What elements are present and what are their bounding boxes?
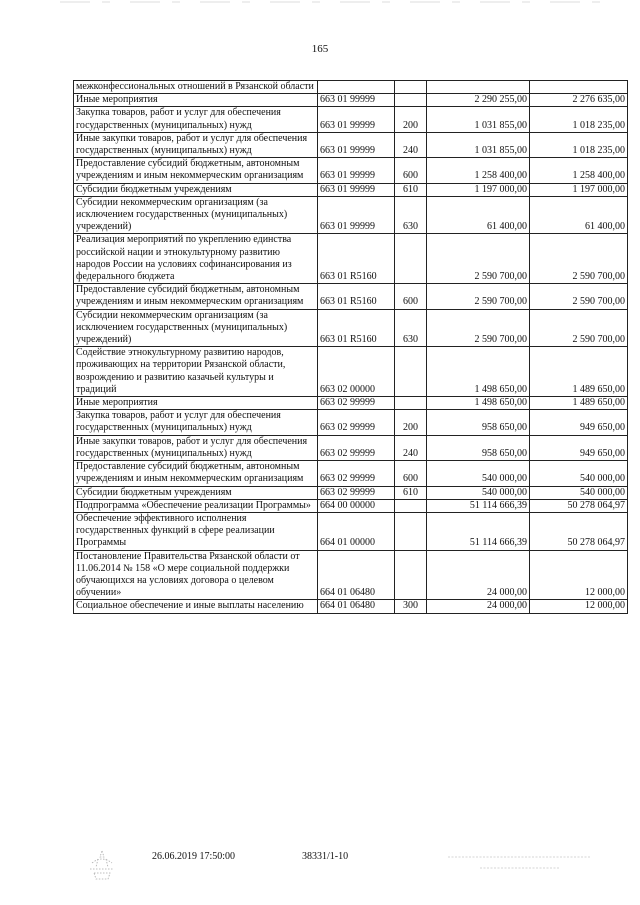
row-code-cell: 664 01 00000 bbox=[318, 512, 395, 550]
row-expense-type-cell bbox=[395, 234, 427, 284]
row-amount-2020-cell: 61 400,00 bbox=[427, 196, 530, 234]
row-amount-2020-cell: 1 258 400,00 bbox=[427, 158, 530, 183]
row-expense-type-cell: 600 bbox=[395, 284, 427, 309]
row-amount-2020-cell: 2 590 700,00 bbox=[427, 284, 530, 309]
row-code-cell bbox=[318, 81, 395, 94]
table-row bbox=[74, 499, 628, 512]
row-code-cell: 664 01 06480 bbox=[318, 550, 395, 600]
table-row bbox=[74, 550, 628, 600]
row-amount-2020-cell: 51 114 666,39 bbox=[427, 512, 530, 550]
table-row bbox=[74, 397, 628, 410]
row-name-cell: Иные закупки товаров, работ и услуг для обеспечения государственных (муниципальных) нужд bbox=[74, 132, 318, 157]
row-name-cell: Иные мероприятия bbox=[74, 94, 318, 107]
table-row bbox=[74, 435, 628, 460]
row-expense-type-cell: 600 bbox=[395, 158, 427, 183]
row-code-cell: 663 01 99999 bbox=[318, 107, 395, 132]
table-row bbox=[74, 309, 628, 347]
row-amount-2021-cell: 2 590 700,00 bbox=[530, 284, 628, 309]
row-name-cell: Субсидии некоммерческим организациям (за исключением государственных (муниципальных) учреждений) bbox=[74, 196, 318, 234]
row-amount-2020-cell: 2 290 255,00 bbox=[427, 94, 530, 107]
table-row bbox=[74, 107, 628, 132]
row-name-cell: Постановление Правительства Рязанской области от 11.06.2014 № 158 «О мере социальной поддержки обучающихся на условиях договора о целевом обучении» bbox=[74, 550, 318, 600]
table-row bbox=[74, 461, 628, 486]
row-name-cell: Обеспечение эффективного исполнения государственных функций в сфере реализации Программы bbox=[74, 512, 318, 550]
row-amount-2021-cell: 540 000,00 bbox=[530, 486, 628, 499]
table-row bbox=[74, 183, 628, 196]
scan-edge-marks bbox=[60, 1, 600, 4]
row-amount-2021-cell: 2 590 700,00 bbox=[530, 309, 628, 347]
row-name-cell: Реализация мероприятий по укреплению единства российской нации и этнокультурному развитию народов России на условиях софинансирования из федерального бюджета bbox=[74, 234, 318, 284]
row-amount-2020-cell: 540 000,00 bbox=[427, 461, 530, 486]
row-expense-type-cell bbox=[395, 94, 427, 107]
row-code-cell: 663 02 99999 bbox=[318, 397, 395, 410]
row-amount-2020-cell: 51 114 666,39 bbox=[427, 499, 530, 512]
row-amount-2021-cell bbox=[530, 81, 628, 94]
row-code-cell: 663 02 00000 bbox=[318, 347, 395, 397]
row-amount-2021-cell: 1 018 235,00 bbox=[530, 132, 628, 157]
row-name-cell: Предоставление субсидий бюджетным, автономным учреждениям и иным некоммерческим организациям bbox=[74, 284, 318, 309]
row-code-cell: 663 01 99999 bbox=[318, 94, 395, 107]
row-name-cell: Иные закупки товаров, работ и услуг для обеспечения государственных (муниципальных) нужд bbox=[74, 435, 318, 460]
row-amount-2021-cell: 540 000,00 bbox=[530, 461, 628, 486]
signature-date: 26.06.2019 17:50:00 bbox=[152, 851, 236, 862]
table-row bbox=[74, 284, 628, 309]
row-amount-2021-cell: 1 489 650,00 bbox=[530, 397, 628, 410]
row-amount-2021-cell: 949 650,00 bbox=[530, 410, 628, 435]
row-amount-2020-cell: 2 590 700,00 bbox=[427, 234, 530, 284]
row-amount-2020-cell: 1 197 000,00 bbox=[427, 183, 530, 196]
row-expense-type-cell: 610 bbox=[395, 486, 427, 499]
row-amount-2020-cell bbox=[427, 81, 530, 94]
row-amount-2021-cell: 2 590 700,00 bbox=[530, 234, 628, 284]
row-code-cell: 664 01 06480 bbox=[318, 600, 395, 613]
row-amount-2020-cell: 2 590 700,00 bbox=[427, 309, 530, 347]
row-expense-type-cell: 200 bbox=[395, 107, 427, 132]
row-amount-2021-cell: 50 278 064,97 bbox=[530, 499, 628, 512]
row-amount-2020-cell: 24 000,00 bbox=[427, 600, 530, 613]
row-amount-2020-cell: 1 498 650,00 bbox=[427, 397, 530, 410]
row-expense-type-cell bbox=[395, 550, 427, 600]
row-name-cell: Подпрограмма «Обеспечение реализации Программы» bbox=[74, 499, 318, 512]
budget-table bbox=[73, 80, 628, 614]
document-number: 38331/1-10 bbox=[302, 851, 349, 862]
table-row bbox=[74, 196, 628, 234]
row-amount-2021-cell: 1 197 000,00 bbox=[530, 183, 628, 196]
budget-table-body bbox=[74, 81, 628, 614]
row-amount-2020-cell: 958 650,00 bbox=[427, 435, 530, 460]
row-amount-2021-cell: 12 000,00 bbox=[530, 550, 628, 600]
row-expense-type-cell: 240 bbox=[395, 132, 427, 157]
row-expense-type-cell: 240 bbox=[395, 435, 427, 460]
row-name-cell: Предоставление субсидий бюджетным, автономным учреждениям и иным некоммерческим организациям bbox=[74, 158, 318, 183]
row-code-cell: 663 01 99999 bbox=[318, 183, 395, 196]
page-footer bbox=[0, 851, 640, 891]
page-number: 165 bbox=[311, 43, 329, 55]
row-code-cell: 663 02 99999 bbox=[318, 461, 395, 486]
row-amount-2020-cell: 1 031 855,00 bbox=[427, 107, 530, 132]
row-amount-2021-cell: 1 489 650,00 bbox=[530, 347, 628, 397]
row-name-cell: Содействие этнокультурному развитию народов, проживающих на территории Рязанской области, возрождению и развитию казачьей культуры и традиций bbox=[74, 347, 318, 397]
faded-watermark-icon bbox=[440, 851, 600, 875]
row-expense-type-cell: 300 bbox=[395, 600, 427, 613]
row-expense-type-cell bbox=[395, 347, 427, 397]
row-name-cell: межконфессиональных отношений в Рязанской области bbox=[74, 81, 318, 94]
table-row bbox=[74, 94, 628, 107]
row-expense-type-cell: 630 bbox=[395, 309, 427, 347]
row-name-cell: Закупка товаров, работ и услуг для обеспечения государственных (муниципальных) нужд bbox=[74, 410, 318, 435]
row-code-cell: 663 02 99999 bbox=[318, 435, 395, 460]
row-amount-2020-cell: 24 000,00 bbox=[427, 550, 530, 600]
row-expense-type-cell: 630 bbox=[395, 196, 427, 234]
row-expense-type-cell bbox=[395, 512, 427, 550]
row-code-cell: 663 01 R5160 bbox=[318, 234, 395, 284]
table-row bbox=[74, 81, 628, 94]
table-row bbox=[74, 347, 628, 397]
row-amount-2021-cell: 1 018 235,00 bbox=[530, 107, 628, 132]
row-expense-type-cell: 200 bbox=[395, 410, 427, 435]
row-expense-type-cell: 600 bbox=[395, 461, 427, 486]
table-row bbox=[74, 234, 628, 284]
table-row bbox=[74, 410, 628, 435]
row-amount-2020-cell: 540 000,00 bbox=[427, 486, 530, 499]
row-name-cell: Иные мероприятия bbox=[74, 397, 318, 410]
row-expense-type-cell bbox=[395, 81, 427, 94]
row-name-cell: Предоставление субсидий бюджетным, автономным учреждениям и иным некоммерческим организациям bbox=[74, 461, 318, 486]
row-code-cell: 663 01 99999 bbox=[318, 158, 395, 183]
row-code-cell: 664 00 00000 bbox=[318, 499, 395, 512]
row-name-cell: Субсидии некоммерческим организациям (за исключением государственных (муниципальных) учреждений) bbox=[74, 309, 318, 347]
row-amount-2020-cell: 1 498 650,00 bbox=[427, 347, 530, 397]
table-row bbox=[74, 486, 628, 499]
row-expense-type-cell: 610 bbox=[395, 183, 427, 196]
row-code-cell: 663 01 R5160 bbox=[318, 284, 395, 309]
row-amount-2021-cell: 50 278 064,97 bbox=[530, 512, 628, 550]
row-amount-2021-cell: 12 000,00 bbox=[530, 600, 628, 613]
row-expense-type-cell bbox=[395, 397, 427, 410]
row-expense-type-cell bbox=[395, 499, 427, 512]
row-name-cell: Закупка товаров, работ и услуг для обеспечения государственных (муниципальных) нужд bbox=[74, 107, 318, 132]
row-amount-2021-cell: 2 276 635,00 bbox=[530, 94, 628, 107]
table-row bbox=[74, 512, 628, 550]
row-code-cell: 663 01 99999 bbox=[318, 196, 395, 234]
table-row bbox=[74, 158, 628, 183]
row-amount-2020-cell: 1 031 855,00 bbox=[427, 132, 530, 157]
row-code-cell: 663 02 99999 bbox=[318, 486, 395, 499]
row-code-cell: 663 01 99999 bbox=[318, 132, 395, 157]
row-code-cell: 663 01 R5160 bbox=[318, 309, 395, 347]
row-amount-2020-cell: 958 650,00 bbox=[427, 410, 530, 435]
row-name-cell: Социальное обеспечение и иные выплаты населению bbox=[74, 600, 318, 613]
table-row bbox=[74, 132, 628, 157]
table-row bbox=[74, 600, 628, 613]
row-name-cell: Субсидии бюджетным учреждениям bbox=[74, 183, 318, 196]
row-name-cell: Субсидии бюджетным учреждениям bbox=[74, 486, 318, 499]
seal-stamp-icon bbox=[84, 847, 120, 883]
row-code-cell: 663 02 99999 bbox=[318, 410, 395, 435]
row-amount-2021-cell: 949 650,00 bbox=[530, 435, 628, 460]
row-amount-2021-cell: 61 400,00 bbox=[530, 196, 628, 234]
row-amount-2021-cell: 1 258 400,00 bbox=[530, 158, 628, 183]
